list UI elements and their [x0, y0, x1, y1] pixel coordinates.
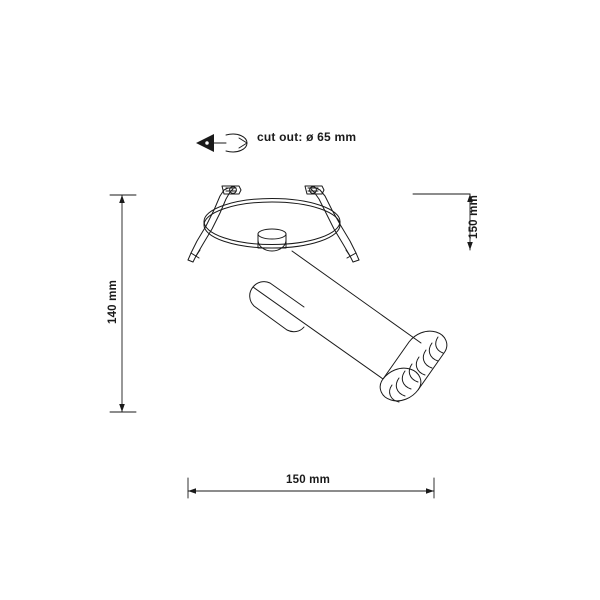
- pivot-joint: [258, 229, 286, 251]
- dimension-right: [413, 194, 473, 250]
- cut-out-label: cut out: ø 65 mm: [257, 130, 357, 144]
- lamp-head-front-ring: [380, 331, 447, 402]
- spring-clip-right: [305, 186, 359, 262]
- dimension-left-label: 140 mm: [107, 279, 120, 325]
- dimension-right-label: 150 mm: [468, 194, 481, 240]
- cut-out-arrow-icon: [196, 134, 247, 152]
- ceiling-mounting-ring: [204, 199, 340, 249]
- spotlight-cylinder-body: [250, 251, 421, 379]
- dimension-bottom-label: 150 mm: [286, 474, 331, 486]
- spring-clip-left: [188, 186, 241, 262]
